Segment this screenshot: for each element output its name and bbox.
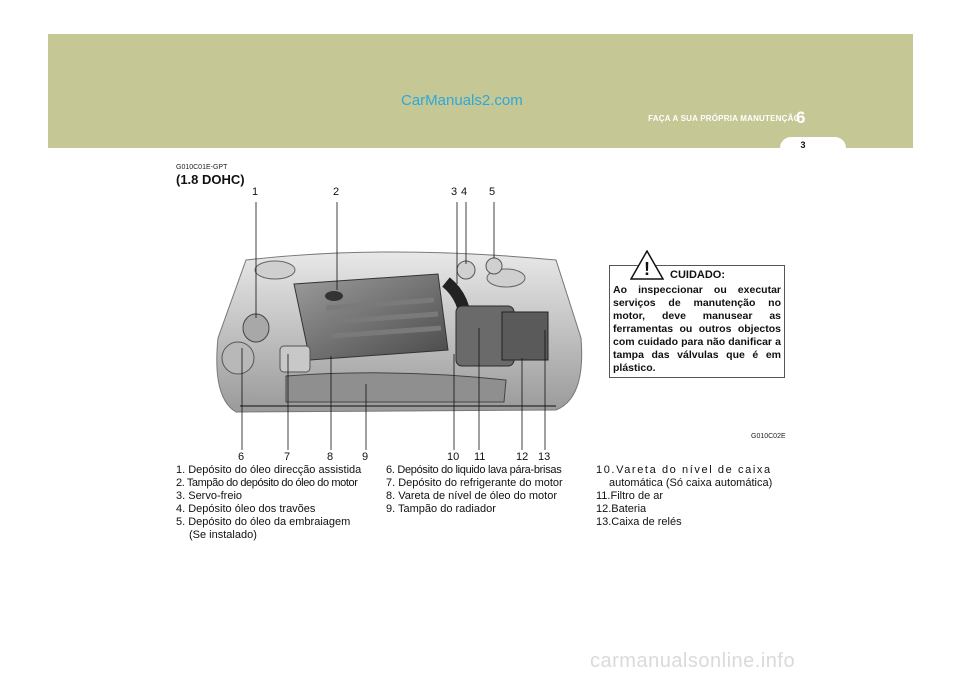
- coolant-tank: [280, 346, 310, 372]
- list-item: 7. Depósito do refrigerante do motor: [386, 477, 563, 489]
- list-item: automática (Só caixa automática): [609, 477, 773, 489]
- section-title: FAÇA A SUA PRÓPRIA MANUTENÇÃO: [648, 114, 800, 123]
- caution-title: CUIDADO:: [670, 269, 725, 281]
- list-item: 10.Vareta do nível de caixa: [596, 464, 772, 476]
- callout-2: 2: [333, 186, 340, 198]
- clutch-reservoir: [486, 258, 502, 274]
- list-item: 8. Vareta de nível de óleo do motor: [386, 490, 558, 502]
- engine-diagram: [176, 188, 596, 468]
- callout-5: 5: [489, 186, 496, 198]
- list-item: (Se instalado): [189, 529, 257, 541]
- list-item: 13.Caixa de relés: [596, 516, 682, 528]
- list-item: 11.Filtro de ar: [596, 490, 664, 502]
- callout-7: 7: [284, 451, 291, 463]
- list-item: 1. Depósito do óleo direcção assistida: [176, 464, 362, 476]
- callout-10: 10: [447, 451, 460, 463]
- battery: [502, 312, 548, 360]
- reference-code: G010C01E-GPT: [176, 164, 228, 171]
- parts-list-col2: [386, 464, 586, 516]
- washer-reservoir: [222, 342, 254, 374]
- list-item: 4. Depósito óleo dos travões: [176, 503, 316, 515]
- model-title: (1.8 DOHC): [176, 172, 245, 187]
- steering-reservoir: [243, 314, 269, 342]
- list-item: 3. Servo-freio: [176, 490, 243, 502]
- callout-13: 13: [538, 451, 551, 463]
- parts-list-col1: [176, 464, 376, 542]
- page-number: 3: [800, 140, 806, 150]
- header-band: [48, 34, 913, 148]
- callout-3: 3: [451, 186, 458, 198]
- radiator-area: [286, 373, 506, 402]
- callout-8: 8: [327, 451, 334, 463]
- warning-triangle-icon: [630, 250, 664, 280]
- list-item: 2. Tampão do depósito do óleo do motor: [176, 477, 358, 489]
- parts-list-col3: [596, 464, 786, 529]
- list-item: 9. Tampão do radiador: [386, 503, 496, 515]
- watermark-carmanualsonline[interactable]: carmanualsonline.info: [590, 650, 796, 672]
- list-item: 5. Depósito do óleo da embraiagem: [176, 516, 351, 528]
- callout-12: 12: [516, 451, 529, 463]
- list-item: 12.Bateria: [596, 503, 647, 515]
- watermark-carmanuals2[interactable]: CarManuals2.com: [401, 92, 523, 109]
- figure-code: G010C02E: [751, 433, 786, 440]
- strut-left: [255, 261, 295, 279]
- callout-6: 6: [238, 451, 245, 463]
- chapter-number: 6: [796, 108, 806, 127]
- oil-cap: [325, 291, 343, 301]
- caution-box: [609, 265, 785, 378]
- callout-9: 9: [362, 451, 369, 463]
- caution-text: Ao inspeccionar ou executar serviços de manutenção no motor, deve manusear as ferramentas ou outros objectos com cuidado para não danificar a tampa das válvulas que é em plástico.: [613, 284, 781, 374]
- callout-4: 4: [461, 186, 468, 198]
- callout-11: 11: [474, 451, 486, 463]
- warning-glyph: !: [644, 259, 650, 279]
- list-item: 6. Depósito do liquido lava pára-brisas: [386, 464, 562, 476]
- callout-1: 1: [252, 186, 259, 198]
